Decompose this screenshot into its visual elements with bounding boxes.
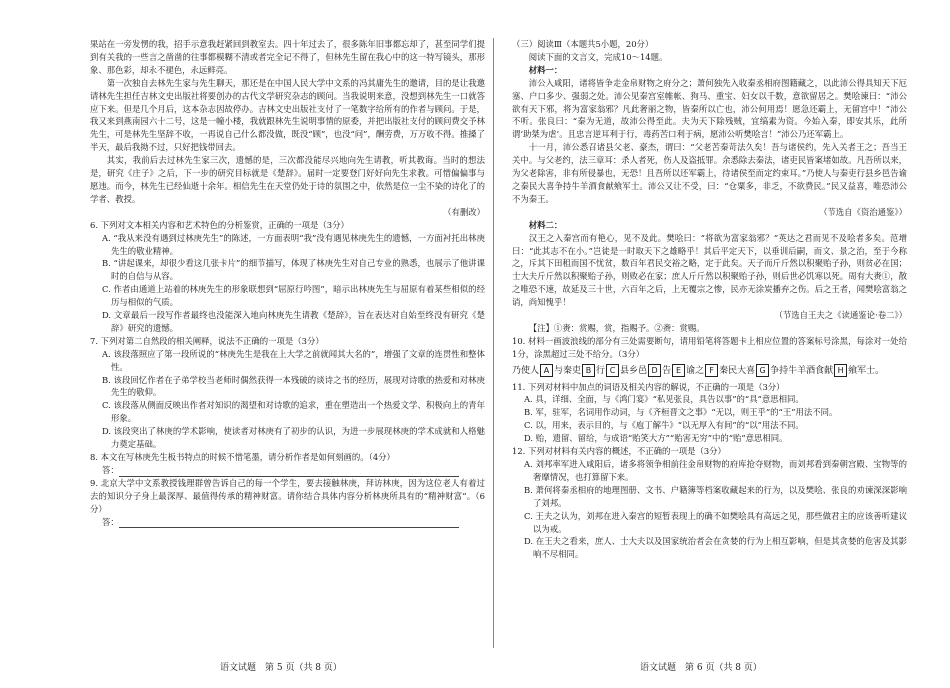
material-1-paragraph-2: 十一月，沛公悉召诸县父老、豪杰，谓曰：“父老苦秦苛法久矣！吾与诸侯约，先入关者王之；吾当王关中。与父老约，法三章耳：杀人者死，伤人及盗抵罪。余悉除去秦法，诸吏民皆案堵如故。凡吾所以来，为父老除害，非有所侵暴也，无恐！且吾所以还军霸上，待诸侯至而定约束耳。”乃使人与秦吏行县乡邑告谕之秦民大喜争持牛羊酒食献飨军士。沛公又让不受，曰：“仓粟多，非乏，不欲费民。”民又益喜，唯恐沛公不为秦王。 xyxy=(512,142,907,204)
question-12-stem: 12. 下列对材料有关内容的概述，不正确的一项是（3分） xyxy=(512,446,726,457)
question-7-option-a: A. 该段落照应了第一段所说的“林庚先生是我在上大学之前就闻其大名的”，增强了文章的连贯性和整体性。 xyxy=(102,348,485,372)
answer-blank[interactable] xyxy=(119,518,459,528)
seq-box-g[interactable]: G xyxy=(756,364,769,377)
question-12-option-a: A. 刘邦率军进入咸阳后，诸多将领争相前往金帛财物的府库抢夺财物，而刘邦看到秦朝宫殿、宝物等的奢靡情况，也打算留下来。 xyxy=(524,459,907,482)
column-divider xyxy=(493,38,494,648)
question-8-stem: 8. 本文在写林庚先生板书特点的时候不惜笔墨，请分析作者是如何刻画的。（4分） xyxy=(90,452,395,462)
question-11-option-a: A. 具，详细、全面，与《鸿门宴》“私见张良，具告以事”的“具”意思相同。 xyxy=(524,394,804,405)
question-11-option-b: B. 军，驻军，名词用作动词，与《齐桓晋文之事》“无以，则王乎”的“王”用法不同。 xyxy=(524,407,838,418)
question-6-option-a: A. “我从来没有遇到过林庚先生”的陈述，一方面表明“我”没有遇见林庚先生的遗憾，一方面衬托出林庚先生的敬业精神。 xyxy=(102,232,485,256)
annotation-note: 【注】①赉：赏赐，赏，指赐予。②赉：赏赐。 xyxy=(528,322,705,333)
question-7-option-d: D. 该段突出了林庚的学术影响，使读者对林庚有了初步的认识，为进一步展现林庚的学术成就和人格魅力奠定基础。 xyxy=(102,426,485,450)
question-6-stem: 6. 下列对文本相关内容和艺术特色的分析鉴赏，正确的一项是（3分） xyxy=(90,219,349,230)
question-7-stem: 7. 下列对第二自然段的相关阐释，说法不正确的一项是（3分） xyxy=(90,335,324,346)
question-10-stem: 10. 材料一画波浪线的部分有三处需要断句，请用铅笔将答题卡上相应位置的答案标号涂黑，每涂对一处给1分，涂黑超过三处不给分。（3分） xyxy=(512,335,907,359)
question-7-option-c: C. 该段落从侧面反映出作者对知识的渴望和对诗歌的追求，重在塑造出一个热爱文学、积极向上的青年形象。 xyxy=(102,400,485,424)
passage-paragraph-2: 第一次独自去林先生家与先生聊天，那还是在中国人民大学中文系的冯其庸先生的邀请，目的是让我邀请林先生担任吉林文史出版社将要创办的古代文学研究杂志的顾问。当我说明来意，没想到林先生一口就答应下来。但是几个月后，这本杂志因故停办。吉林文史出版社支付了一笔数字给所有的作者与顾问。于是，我又来到燕南园六十二号，这是一幢小楼，我就跟林先生说明事情的原委，并把出版社支付的顾问费交予林先生，可是林先生坚辞不收，一再说自己什么都没做，既没“顾”，也没“问”，酬劳费，万万收不得。推搡了半天，最后我拗不过，只好把钱带回去。 xyxy=(90,77,485,153)
seq-text: 谕之 xyxy=(686,365,705,376)
question-11-option-d: D. 贻，遗留、留给，与成语“贻笑大方”“贻害无穷”中的“贻”意思相同。 xyxy=(524,433,788,444)
seq-box-d[interactable]: D xyxy=(648,364,661,377)
question-6-option-c: C. 作者由通道上站着的林庚先生的形象联想到“屈原行吟图”，暗示出林庚先生与屈原有着某些相似的经历与相似的气质。 xyxy=(102,284,485,308)
page-footer-right: 语文试题 第 6 页（共 8 页） xyxy=(640,663,762,673)
question-9-stem: 9. 北京大学中文系教授钱理群曾告诉自己的每一个学生，要去接触林庚，拜访林庚，因为这位老人有着过去的知识分子身上最深厚、最值得传承的精神财富。请你结合具体内容分析林庚所具有的“精神财富”。（6分） xyxy=(90,477,485,514)
source-note: （有删改） xyxy=(443,206,485,217)
material-1-title: 材料一： xyxy=(528,64,563,75)
material-2-source: （节选自王夫之《读通鉴论·卷二》） xyxy=(774,310,907,321)
question-12-option-d: D. 在王夫之看来，庶人、士大夫以及国家统治者会在贪婪的行为上相互影响，但是其贪婪的危害及其影响不尽相同。 xyxy=(524,536,907,560)
instructions: 阅读下面的文言文，完成10～14题。 xyxy=(528,51,668,62)
seq-box-c[interactable]: C xyxy=(606,364,619,377)
passage-paragraph-3: 其实，我前后去过林先生家三次，遗憾的是，三次都没能尽兴地向先生请教，听其教诲。当时的想法是，研究《庄子》之后，下一步的研究目标就是《楚辞》。届时一定要登门好好向先生求教。可惜偏偏事与愿违。而今，林先生已经仙逝十余年。相信先生在天堂仍处于诗的氛围之中，依然是位一尘不染的诗化了的学者、教授。 xyxy=(90,155,485,204)
question-11-stem: 11. 下列对材料中加点的词语及相关内容的解说，不正确的一项是（3分） xyxy=(512,381,785,392)
question-6-option-d: D. 文章最后一段写作者最终也没能深入地向林庚先生请教《楚辞》，旨在表达对自始至终没有研究《楚辞》研究的遗憾。 xyxy=(102,310,485,333)
question-8-answer-line[interactable] xyxy=(90,464,485,477)
material-2-paragraph: 汉王之入秦宫而有艳心，见不及此。樊哙曰：“将欲为富家翁邪？”英达之君而见不及哙者多矣。范增曰：“此其志不在小。”岂徒是一时取天下之雄略乎！其后平定天下，以垂训后嗣，而文、景之治，至于今称之，斥其下田租而国不忧贫，数百年君民交裕之略，定于此矣。天子而斤斤然以积聚贻子孙，则贫必在国；士大夫斤斤然以积聚贻子孙，则败必在家；庶人斤斤然以积聚贻子孙，则后世必饥寒以死。周有大赉①，散之唯恐不速，故延及三十世，六百年之后，上无覆宗之惨，民亦无涂炭播弃之伤。后之王者，闻樊哙富翁之诮，尚知愧乎！ xyxy=(512,232,907,308)
section-heading: （三）阅读Ⅲ（本题共5小题，20分） xyxy=(512,39,654,49)
material-1-source: （节选自《资治通鉴》） xyxy=(819,206,907,217)
seq-box-e[interactable]: E xyxy=(672,364,685,377)
question-12-option-c: C. 王夫之认为，刘邦在进入秦宫的短暂表现上的确不如樊哙具有高远之见，那些做君主的应该善听建议以为戒。 xyxy=(524,510,907,534)
question-12-option-b: B. 萧何将秦丞相府的地理图册、文书、户籍簿等档案收藏起来的行为，以及樊哙、张良的劝谏深深影响了刘邦。 xyxy=(524,484,907,508)
answer-label: 答： xyxy=(102,464,119,475)
question-7-option-b: B. 该段回忆作者在子弟学校当老师时偶然获得一本残破的谈诗之书的经历，展现对诗歌的热爱和对林庚先生的敬仰。 xyxy=(102,374,485,398)
page-footer-left: 语文试题 第 5 页（共 8 页） xyxy=(220,663,342,673)
answer-label: 答： xyxy=(102,516,119,527)
question-10-sequence xyxy=(512,364,907,378)
seq-text: 争持牛羊酒食献 xyxy=(770,365,834,376)
left-column xyxy=(90,38,485,528)
seq-text: 县乡邑 xyxy=(620,365,648,376)
passage-paragraph-1: 果站在一旁发愣的我，招手示意我赶紧回到教室去。四十年过去了，很多陈年旧事都忘却了，甚至同学们提到有关我的一些言之凿凿的往事都模糊不清或者完全记不得了，但林先生留在我心中的这一特写镜头，那形象、那色彩，却永不褪色，永远鲜亮。 xyxy=(90,39,485,75)
question-11-option-c: C. 以，用来，表示目的，与《庖丁解牛》“以无厚入有间”的“以”用法不同。 xyxy=(524,420,804,431)
seq-text: 行 xyxy=(596,365,606,376)
question-9-answer-line[interactable] xyxy=(90,516,485,529)
answer-blank[interactable] xyxy=(119,467,459,477)
seq-box-f[interactable]: F xyxy=(705,364,718,377)
seq-text: 告 xyxy=(662,365,672,376)
seq-text: 飨军士。 xyxy=(848,365,885,376)
seq-box-a[interactable]: A xyxy=(540,364,553,377)
seq-text: 乃使人 xyxy=(512,365,540,376)
seq-box-b[interactable]: B xyxy=(582,364,595,377)
material-1-paragraph-1: 沛公入咸阳，诸将皆争走金帛财物之府分之；萧何独先入收秦丞相府图籍藏之，以此沛公得具知天下厄塞、户口多少、强弱之处。沛公见秦宫室帷帐、狗马、重宝、妇女以千数，意欲留居之。樊哙谏曰：“沛公欲有天下邪，将为富家翁邪？凡此奢丽之物，皆秦所以亡也，沛公何用焉！愿急还霸上，无留宫中！”沛公不听。张良曰：“秦为无道，故沛公得至此。夫为天下除残贼，宜缟素为资。今始入秦，即安其乐，此所谓‘助桀为虐’。且忠言逆耳利于行，毒药苦口利于病，愿沛公听樊哙言！”沛公乃还军霸上。 xyxy=(512,77,907,140)
seq-text: 与秦吏 xyxy=(554,365,582,376)
right-column xyxy=(512,38,907,561)
material-2-title: 材料二： xyxy=(528,219,563,230)
question-6-option-b: B. “讲起课来，却很少看这几张卡片”的细节描写，体现了林庚先生对自己专业的熟悉，也展示了他讲课时的自信与从容。 xyxy=(102,258,485,282)
seq-text: 秦民大喜 xyxy=(719,365,756,376)
seq-box-h[interactable]: H xyxy=(834,364,847,377)
